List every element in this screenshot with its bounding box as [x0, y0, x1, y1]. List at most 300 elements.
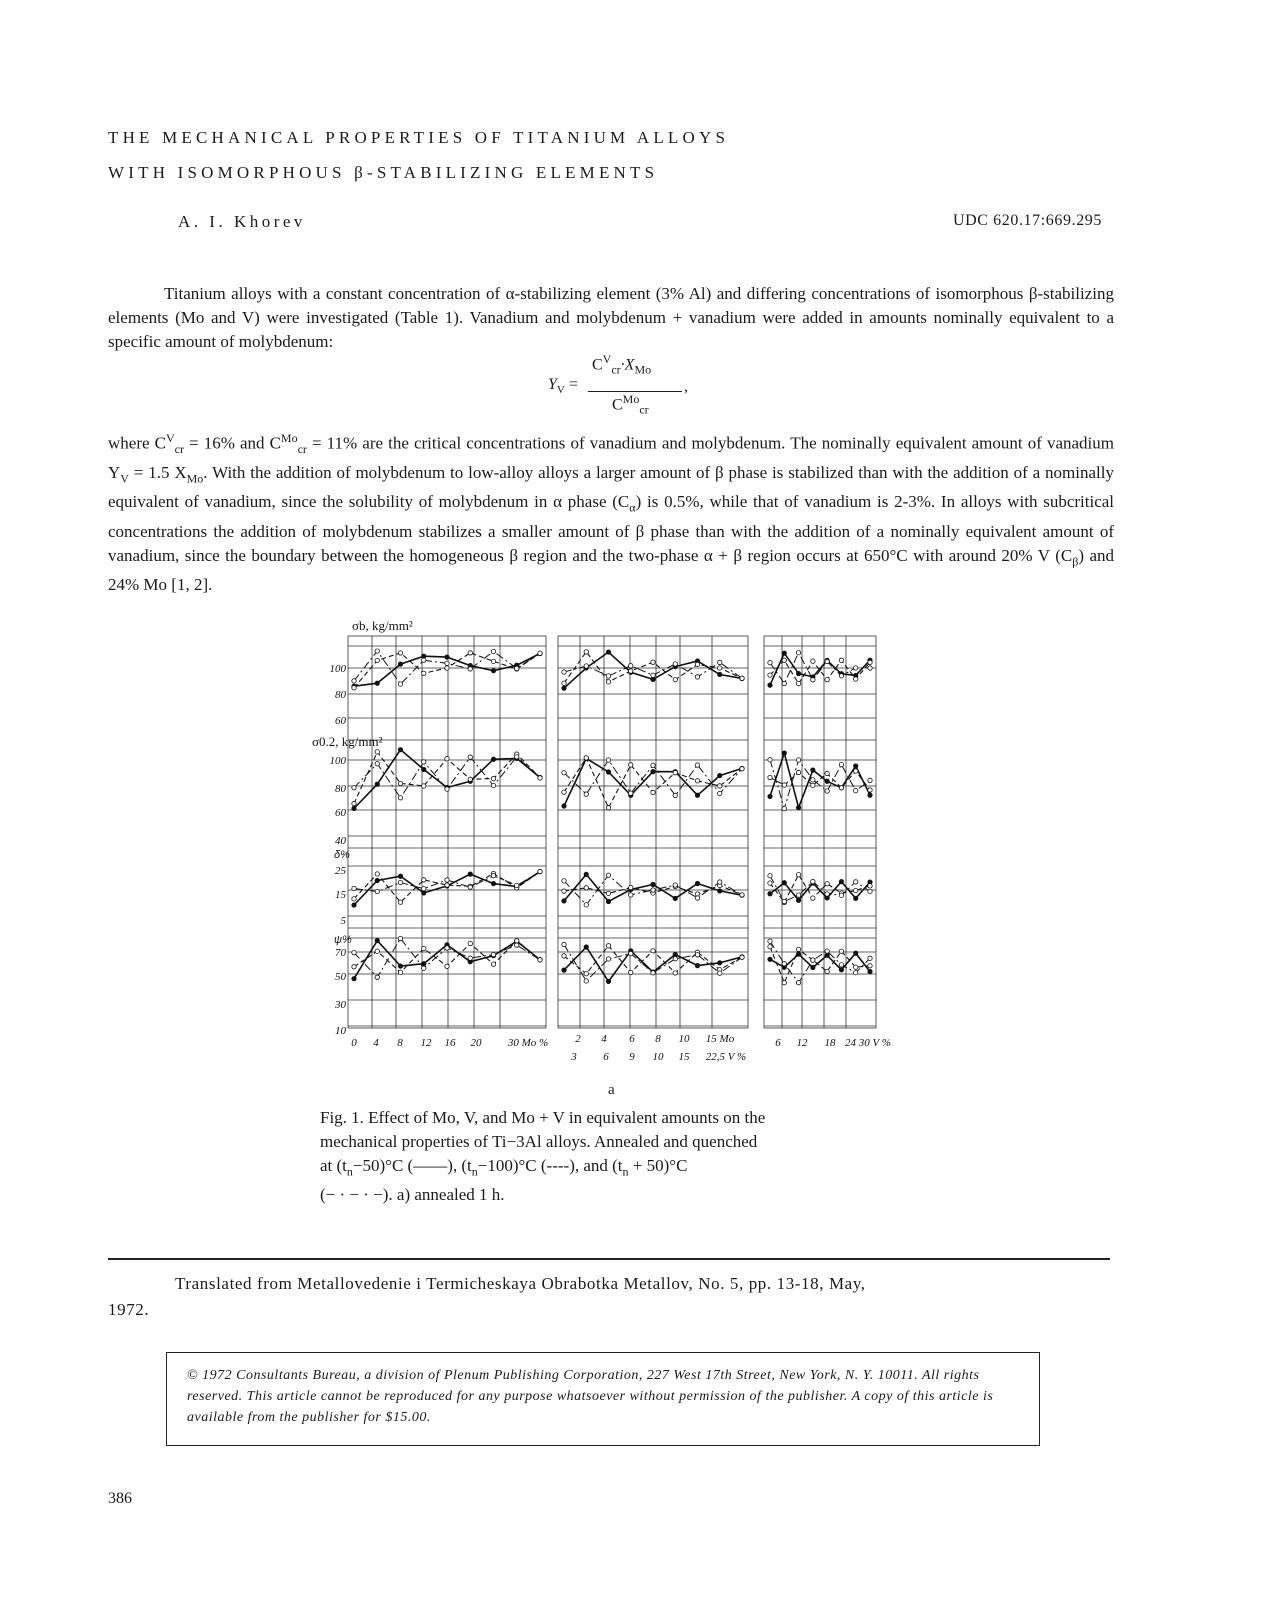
data-point: [825, 771, 829, 775]
formula-lhs: $Y_V$ =: [548, 376, 578, 397]
data-point: [782, 681, 786, 685]
data-point: [825, 677, 829, 681]
data-point: [868, 884, 872, 888]
data-point: [839, 893, 843, 897]
data-point: [629, 791, 633, 795]
data-point: [796, 952, 800, 956]
x-tick: 30 Mo %: [507, 1037, 549, 1049]
data-point: [740, 767, 744, 771]
data-point: [606, 899, 610, 903]
data-point: [796, 893, 800, 897]
data-point: [398, 651, 402, 655]
data-point: [796, 681, 800, 685]
data-point: [796, 805, 800, 809]
data-point: [398, 781, 402, 785]
x-tick: 10: [678, 1033, 690, 1045]
data-point: [695, 793, 699, 797]
data-point: [768, 944, 772, 948]
data-point: [375, 872, 379, 876]
data-point: [584, 886, 588, 890]
data-point: [398, 936, 402, 940]
grid-frame: [348, 636, 546, 1028]
data-point: [825, 779, 829, 783]
body-paragraph: where $C^V_{cr} = 16\%$ and $C^{Mo}_{cr} = 11\%$ are the critical concentrations of vanadium and molybdenum. The nominally equivalent amount of vanadium $Y_V = 1.5$ $X_{Mo}$. With the addition of molybdenum to low-alloy alloys a larger amount of β phase is stabilized than with the addition of a nominally equivalent of vanadium, since the solubility of molybdenum in α phase $(C_\alpha)$ is 0.5%, while that of vanadium is 2-3%. In alloys with subcritical concentrations the addition of molybdenum stabilizes a smaller amount of β phase than with the addition of a nominally equivalent amount of vanadium, since the boundary between the homogeneous β region and the two-phase α + β region occurs at 650°C with around 20% V $(C_\beta)$ and 24% Mo [1, 2].: [108, 431, 1115, 595]
data-point: [695, 763, 699, 767]
author: A. I. Khorev: [178, 212, 306, 231]
data-point: [811, 659, 815, 663]
page-number: 386: [108, 1490, 132, 1507]
data-point: [718, 961, 722, 965]
data-point: [868, 660, 872, 664]
y-tick: 25: [335, 865, 346, 877]
x-tick: 20: [470, 1037, 482, 1049]
data-point: [740, 676, 744, 680]
data-point: [673, 971, 677, 975]
data-point: [562, 942, 566, 946]
data-point: [445, 655, 449, 659]
y-tick: 5: [340, 915, 346, 927]
data-point: [839, 786, 843, 790]
psi-label: ψ%: [334, 934, 352, 946]
data-point: [445, 878, 449, 882]
property-curve: [564, 652, 742, 688]
sigma-02-label: σ0.2, kg/mm²: [312, 734, 383, 749]
data-point: [629, 951, 633, 955]
data-point: [825, 659, 829, 663]
data-point: [422, 946, 426, 950]
data-point: [352, 806, 356, 810]
data-point: [584, 979, 588, 983]
data-point: [491, 668, 495, 672]
data-point: [352, 679, 356, 683]
x-tick: 8: [397, 1037, 403, 1049]
y-tick: 100: [329, 755, 346, 767]
caption-line: (− · − · −). a) annealed 1 h.: [320, 1185, 505, 1205]
data-point: [768, 673, 772, 677]
data-point: [629, 893, 633, 897]
data-point: [673, 957, 677, 961]
data-point: [398, 900, 402, 904]
data-point: [796, 898, 800, 902]
y-tick: 15: [335, 889, 346, 901]
data-point: [584, 971, 588, 975]
data-point: [491, 952, 495, 956]
data-point: [782, 962, 786, 966]
data-point: [673, 677, 677, 681]
data-point: [584, 945, 588, 949]
data-point: [375, 762, 379, 766]
data-point: [825, 953, 829, 957]
data-point: [422, 961, 426, 965]
data-point: [718, 660, 722, 664]
caption-line: mechanical properties of Ti−3Al alloys. Annealed and quenched: [320, 1132, 758, 1151]
data-point: [422, 760, 426, 764]
y-tick: 10: [335, 1025, 346, 1037]
data-point: [651, 882, 655, 886]
x-tick: 18: [824, 1037, 836, 1049]
data-point: [854, 888, 858, 892]
data-point: [398, 747, 402, 751]
udc-code: UDC 620.17:669.295: [952, 212, 1102, 229]
data-point: [422, 891, 426, 895]
data-point: [375, 889, 379, 893]
data-point: [695, 881, 699, 885]
data-point: [468, 667, 472, 671]
formula-numerator: $C^V_{cr}\cdot X_{Mo}$: [592, 352, 652, 377]
data-point: [606, 806, 610, 810]
data-point: [695, 662, 699, 666]
y-tick: 40: [335, 835, 346, 847]
data-point: [515, 943, 519, 947]
data-point: [491, 783, 495, 787]
data-point: [811, 768, 815, 772]
data-point: [352, 965, 356, 969]
data-point: [375, 649, 379, 653]
data-point: [768, 881, 772, 885]
figure-grid: [348, 636, 876, 1028]
data-point: [768, 683, 772, 687]
data-point: [375, 658, 379, 662]
data-point: [782, 806, 786, 810]
figure-1-graph: [302, 612, 914, 1074]
data-point: [796, 872, 800, 876]
data-point: [796, 980, 800, 984]
data-point: [796, 770, 800, 774]
x-tick: 6: [629, 1033, 635, 1045]
data-point: [782, 651, 786, 655]
data-point: [839, 658, 843, 662]
data-point: [825, 789, 829, 793]
data-point: [854, 769, 858, 773]
data-point: [422, 671, 426, 675]
data-point: [352, 686, 356, 690]
data-point: [695, 953, 699, 957]
data-point: [854, 880, 858, 884]
data-point: [854, 677, 858, 681]
data-point: [854, 764, 858, 768]
data-point: [673, 883, 677, 887]
data-point: [740, 893, 744, 897]
data-point: [422, 658, 426, 662]
data-point: [854, 951, 858, 955]
data-point: [768, 794, 772, 798]
y-tick: 80: [335, 689, 346, 701]
x-tick: 22,5 V %: [705, 1051, 747, 1063]
data-point: [422, 784, 426, 788]
data-point: [718, 880, 722, 884]
data-point: [673, 896, 677, 900]
data-point: [445, 661, 449, 665]
data-point: [422, 887, 426, 891]
data-point: [718, 971, 722, 975]
data-point: [352, 903, 356, 907]
data-point: [562, 879, 566, 883]
data-point: [825, 881, 829, 885]
data-point: [606, 674, 610, 678]
data-point: [491, 873, 495, 877]
data-point: [839, 879, 843, 883]
data-point: [629, 763, 633, 767]
data-point: [445, 787, 449, 791]
data-point: [782, 783, 786, 787]
data-point: [584, 903, 588, 907]
data-point: [651, 673, 655, 677]
data-point: [868, 793, 872, 797]
data-point: [825, 969, 829, 973]
data-point: [673, 952, 677, 956]
data-point: [375, 938, 379, 942]
data-point: [468, 872, 472, 876]
data-point: [584, 792, 588, 796]
data-point: [695, 779, 699, 783]
data-point: [768, 775, 772, 779]
data-point: [398, 970, 402, 974]
data-point: [468, 651, 472, 655]
data-point: [811, 958, 815, 962]
data-point: [562, 899, 566, 903]
data-point: [695, 675, 699, 679]
data-point: [445, 964, 449, 968]
data-point: [768, 660, 772, 664]
x-tick: 4: [373, 1037, 379, 1049]
data-point: [839, 968, 843, 972]
data-point: [854, 971, 858, 975]
data-point: [538, 958, 542, 962]
data-point: [811, 678, 815, 682]
data-point: [375, 878, 379, 882]
data-point: [398, 662, 402, 666]
data-point: [352, 801, 356, 805]
figure-curves: [352, 649, 872, 985]
translation-note: Translated from Metallovedenie i Termicheskaya Obrabotka Metallov, No. 5, pp. 13-18, May,: [175, 1274, 866, 1293]
data-point: [811, 783, 815, 787]
data-point: [868, 778, 872, 782]
data-point: [629, 669, 633, 673]
data-point: [854, 965, 858, 969]
data-point: [468, 755, 472, 759]
data-point: [445, 946, 449, 950]
y-tick: 30: [335, 999, 346, 1011]
article-title-line-2: WITH ISOMORPHOUS β-STABILIZING ELEMENTS: [108, 163, 659, 182]
data-point: [839, 674, 843, 678]
data-point: [825, 949, 829, 953]
data-point: [584, 756, 588, 760]
data-point: [538, 869, 542, 873]
data-point: [768, 957, 772, 961]
y-tick: 80: [335, 783, 346, 795]
data-point: [854, 666, 858, 670]
data-point: [718, 773, 722, 777]
equivalence-formula: [548, 352, 698, 424]
data-point: [629, 970, 633, 974]
data-point: [562, 790, 566, 794]
data-point: [782, 899, 786, 903]
data-point: [868, 956, 872, 960]
data-point: [868, 666, 872, 670]
data-point: [515, 883, 519, 887]
data-point: [651, 769, 655, 773]
data-point: [796, 758, 800, 762]
caption-line: Fig. 1. Effect of Mo, V, and Mo + V in equivalent amounts on the: [320, 1108, 766, 1127]
x-tick: 9: [629, 1051, 635, 1063]
intro-text: Titanium alloys with a constant concentration of α-stabilizing element (3% Al) and differing concentrations of isomorphous β-stabilizing elements (Mo and V) were investigated (Table 1). Vanadium and molybdenum + vanadium were added in amounts nominally equivalent to a specific amount of molybdenum:: [108, 284, 1114, 351]
data-point: [398, 880, 402, 884]
x-tick-labels-v: [775, 1037, 891, 1049]
data-point: [651, 763, 655, 767]
x-tick: 15 Mo: [705, 1033, 735, 1045]
data-point: [796, 650, 800, 654]
formula-denominator: $C^{Mo}_{cr}$: [612, 392, 649, 417]
data-point: [422, 966, 426, 970]
data-point: [491, 881, 495, 885]
data-point: [811, 896, 815, 900]
data-point: [796, 671, 800, 675]
data-point: [562, 804, 566, 808]
data-point: [768, 758, 772, 762]
data-point: [562, 681, 566, 685]
data-point: [651, 971, 655, 975]
data-point: [718, 672, 722, 676]
data-point: [651, 888, 655, 892]
y-tick: 60: [335, 715, 346, 727]
data-point: [606, 680, 610, 684]
data-point: [398, 874, 402, 878]
data-point: [562, 670, 566, 674]
data-point: [606, 770, 610, 774]
x-tick: 24 30 V %: [845, 1037, 891, 1049]
data-point: [515, 939, 519, 943]
data-point: [562, 770, 566, 774]
data-point: [606, 944, 610, 948]
data-point: [629, 885, 633, 889]
article-title-line-1: THE MECHANICAL PROPERTIES OF TITANIUM ALLOYS: [108, 128, 730, 147]
data-point: [811, 778, 815, 782]
data-point: [673, 771, 677, 775]
y-tick: 50: [335, 971, 346, 983]
data-point: [491, 659, 495, 663]
sigma-b-label: σb, kg/mm²: [352, 618, 413, 633]
data-point: [782, 881, 786, 885]
data-point: [796, 947, 800, 951]
data-point: [629, 664, 633, 668]
data-point: [839, 949, 843, 953]
data-point: [538, 776, 542, 780]
data-point: [768, 874, 772, 878]
data-point: [352, 950, 356, 954]
data-point: [584, 650, 588, 654]
data-point: [468, 956, 472, 960]
x-tick: 15: [678, 1051, 690, 1063]
y-tick: 60: [335, 807, 346, 819]
data-point: [695, 896, 699, 900]
data-point: [868, 964, 872, 968]
data-point: [515, 755, 519, 759]
y-tick: 70: [335, 947, 346, 959]
data-point: [811, 879, 815, 883]
data-point: [422, 767, 426, 771]
data-point: [445, 666, 449, 670]
data-point: [398, 796, 402, 800]
data-point: [562, 686, 566, 690]
data-point: [868, 788, 872, 792]
x-tick: 16: [444, 1037, 456, 1049]
data-point: [398, 682, 402, 686]
data-point: [422, 878, 426, 882]
data-point: [584, 872, 588, 876]
data-point: [538, 651, 542, 655]
x-tick: 12: [796, 1037, 808, 1049]
x-tick: 0: [351, 1037, 357, 1049]
data-point: [839, 963, 843, 967]
copyright-text: © 1972 Consultants Bureau, a division of Plenum Publishing Corporation, 227 West 17th Street, New York, N. Y. 10011. All rights reserved. This article cannot be reproduced for any purpose whatsoever without permission of the publisher. A copy of this article is available from the publisher for $15.00.: [187, 1368, 994, 1425]
footnote-divider: [108, 1258, 1110, 1260]
data-point: [375, 782, 379, 786]
data-point: [606, 891, 610, 895]
x-tick-labels-mo: [351, 1037, 548, 1049]
figure-caption: [320, 1106, 960, 1207]
data-point: [825, 892, 829, 896]
y-tick: 100: [329, 663, 346, 675]
data-point: [782, 981, 786, 985]
data-point: [782, 658, 786, 662]
x-tick-labels-mo-v: [570, 1033, 746, 1063]
x-tick: 10: [652, 1051, 664, 1063]
data-point: [651, 790, 655, 794]
data-point: [584, 664, 588, 668]
data-point: [491, 649, 495, 653]
x-tick: 2: [575, 1033, 581, 1045]
data-point: [606, 957, 610, 961]
translation-note-year: 1972.: [108, 1300, 150, 1319]
data-point: [352, 976, 356, 980]
delta-label: δ%: [334, 849, 350, 861]
data-point: [740, 955, 744, 959]
figure-panel-label: a: [608, 1082, 615, 1098]
data-point: [854, 788, 858, 792]
data-point: [468, 777, 472, 781]
data-point: [562, 889, 566, 893]
caption-line: at $(t_n-50)^\circ C$ (——), $(t_n-100)^\circ C$ (----), and $(t_n + 50)^\circ C$: [320, 1156, 688, 1179]
data-point: [562, 954, 566, 958]
x-tick: 6: [603, 1051, 609, 1063]
data-point: [695, 963, 699, 967]
data-point: [651, 677, 655, 681]
data-point: [606, 979, 610, 983]
data-point: [606, 758, 610, 762]
data-point: [491, 962, 495, 966]
data-point: [352, 785, 356, 789]
data-point: [491, 757, 495, 761]
data-point: [768, 892, 772, 896]
data-point: [854, 896, 858, 900]
x-tick: 4: [601, 1033, 607, 1045]
data-point: [868, 889, 872, 893]
data-point: [515, 666, 519, 670]
data-point: [375, 681, 379, 685]
data-point: [445, 757, 449, 761]
data-point: [375, 750, 379, 754]
data-point: [468, 941, 472, 945]
data-point: [445, 883, 449, 887]
data-point: [606, 650, 610, 654]
x-tick: 12: [420, 1037, 432, 1049]
data-point: [468, 885, 472, 889]
data-point: [673, 662, 677, 666]
data-point: [562, 968, 566, 972]
data-point: [673, 793, 677, 797]
x-tick: 6: [775, 1037, 781, 1049]
data-point: [768, 939, 772, 943]
